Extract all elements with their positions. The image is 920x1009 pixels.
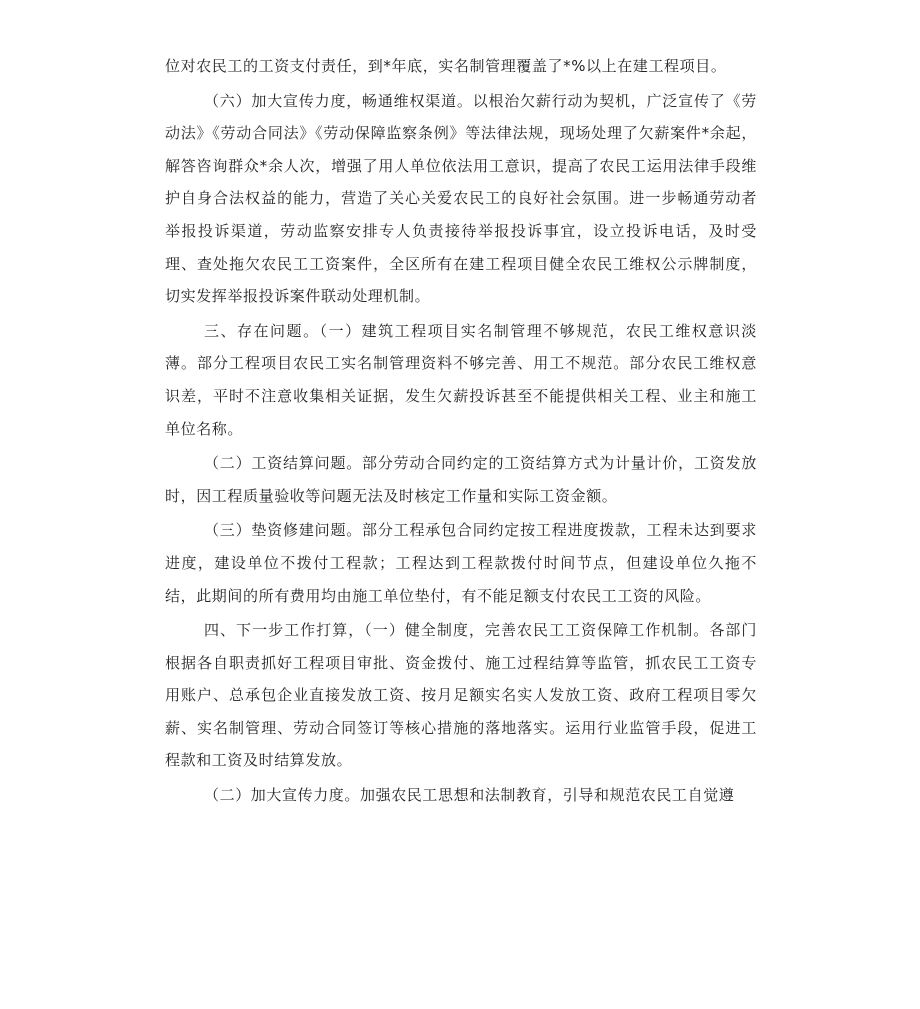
paragraph-5: （三）垫资修建问题。部分工程承包合同约定按工程进度拨款，工程未达到要求进度，建设单位不拨付工程款；工程达到工程款拨付时间节点，但建设单位久拖不结，此期间的所有费用均由施工单位垫付，有不能足额支付农民工工资的风险。: [165, 521, 757, 605]
paragraph-6: 四、下一步工作打算，（一）健全制度，完善农民工工资保障工作机制。各部门根据各自职责抓好工程项目审批、资金拨付、施工过程结算等监管，抓农民工工资专用账户、总承包企业直接发放工资、按月足额实名实人发放工资、政府工程项目零欠薪、实名制管理、劳动合同签订等核心措施的落地落实。运用行业监管手段，促进工程款和工资及时结算发放。: [165, 621, 757, 770]
paragraph-4: （二）工资结算问题。部分劳动合同约定的工资结算方式为计量计价，工资发放时，因工程质量验收等问题无法及时核定工作量和实际工资金额。: [165, 454, 757, 505]
paragraph-1: 位对农民工的工资支付责任，到*年底，实名制管理覆盖了*%以上在建工程项目。: [165, 57, 727, 75]
paragraph-3: 三、存在问题。（一）建筑工程项目实名制管理不够规范，农民工维权意识淡薄。部分工程项目农民工实名制管理资料不够完善、用工不规范。部分农民工维权意识差，平时不注意收集相关证据，发生欠薪投诉甚至不能提供相关工程、业主和施工单位名称。: [165, 321, 757, 438]
paragraph-2: （六）加大宣传力度，畅通维权渠道。以根治欠薪行动为契机，广泛宣传了《劳动法》《劳动合同法》《劳动保障监察条例》等法律法规，现场处理了欠薪案件*余起，解答咨询群众*余人次，增强了用人单位依法用工意识，提高了农民工运用法律手段维护自身合法权益的能力，营造了关心关爱农民工的良好社会氛围。进一步畅通劳动者举报投诉渠道，劳动监察安排专人负责接待举报投诉事宜，设立投诉电话，及时受理、查处拖欠农民工工资案件，全区所有在建工程项目健全农民工维权公示牌制度，切实发挥举报投诉案件联动处理机制。: [165, 91, 757, 306]
paragraph-7: （二）加大宣传力度。加强农民工思想和法制教育，引导和规范农民工自觉遵: [204, 786, 735, 805]
document-page: [165, 50, 757, 814]
